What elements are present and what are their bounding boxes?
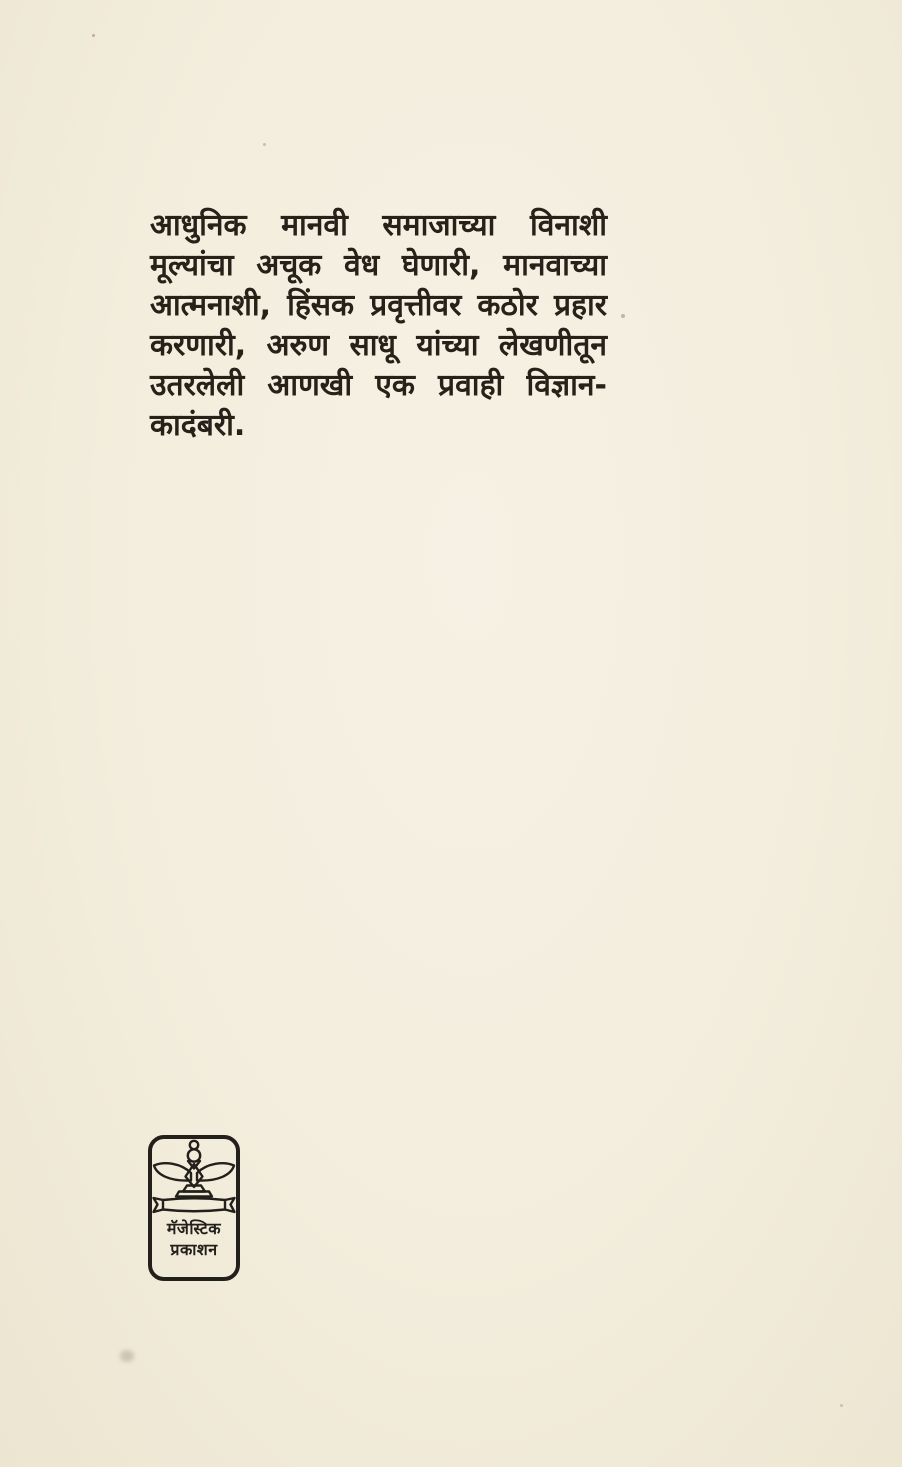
paper-speck xyxy=(92,34,95,37)
paper-smudge xyxy=(120,1350,134,1362)
blurb-line-6: कादंबरी. xyxy=(150,408,246,443)
paper-speck xyxy=(621,314,625,318)
publisher-logo xyxy=(147,1134,241,1282)
publisher-name-line2: प्रकाशन xyxy=(170,1240,218,1259)
blurb-line-4: करणारी, अरुण साधू यांच्या लेखणीतून xyxy=(150,328,607,363)
blurb-line-1: आधुनिक मानवी समाजाच्या विनाशी xyxy=(150,208,607,243)
publisher-name-line1: मॅजेस्टिक xyxy=(166,1219,222,1238)
publisher-name xyxy=(147,1218,241,1260)
blurb-line-5: उतरलेली आणखी एक प्रवाही विज्ञान- xyxy=(150,368,607,403)
blurb-line-2: मूल्यांचा अचूक वेध घेणारी, मानवाच्या xyxy=(150,248,607,283)
paper-speck xyxy=(263,143,266,146)
blurb-text-block xyxy=(150,206,607,446)
blurb-line-3: आत्मनाशी, हिंसक प्रवृत्तीवर कठोर प्रहार xyxy=(150,288,607,323)
paper-speck xyxy=(840,1404,843,1407)
